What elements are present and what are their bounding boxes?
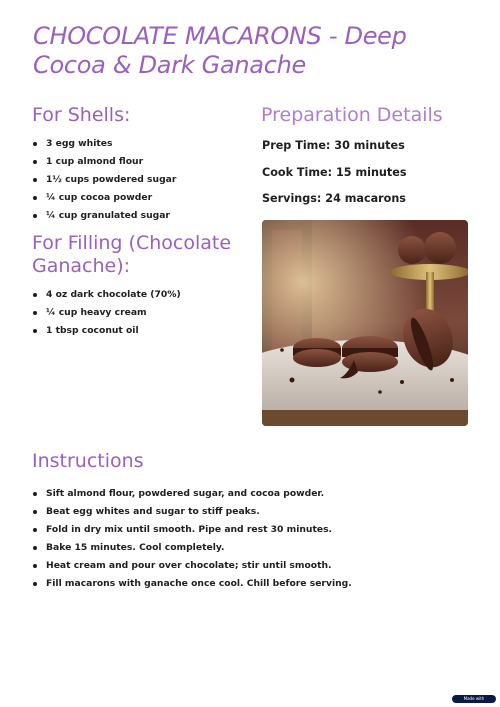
shells-heading: For Shells: — [32, 104, 131, 126]
list-item: 1 cup almond flour — [33, 153, 243, 171]
preparation-heading: Preparation Details — [261, 104, 443, 126]
list-item: Sift almond flour, powdered sugar, and cocoa powder. — [33, 485, 473, 503]
made-with-badge[interactable] — [452, 695, 496, 703]
page-title: CHOCOLATE MACARONS - Deep Cocoa & Dark Ganache — [33, 22, 407, 79]
list-item: Beat egg whites and sugar to stiff peaks. — [33, 503, 473, 521]
list-item: Heat cream and pour over chocolate; stir until smooth. — [33, 557, 473, 575]
badge-label: Made with — [463, 696, 485, 701]
list-item: 1½ cups powdered sugar — [33, 171, 243, 189]
list-item: ¼ cup heavy cream — [33, 304, 243, 322]
instructions-heading: Instructions — [32, 450, 144, 472]
list-item: 3 egg whites — [33, 135, 243, 153]
list-item: Fold in dry mix until smooth. Pipe and rest 30 minutes. — [33, 521, 473, 539]
list-item: 4 oz dark chocolate (70%) — [33, 286, 243, 304]
cook-time: Cook Time: 15 minutes — [262, 166, 407, 179]
filling-heading: For Filling (Chocolate Ganache): — [32, 232, 232, 277]
filling-ingredient-list — [33, 286, 243, 340]
list-item: ¼ cup cocoa powder — [33, 189, 243, 207]
prep-time: Prep Time: 30 minutes — [262, 139, 405, 152]
macarons-photo — [262, 220, 468, 426]
list-item: 1 tbsp coconut oil — [33, 322, 243, 340]
shells-ingredient-list — [33, 135, 243, 225]
instructions-list — [33, 485, 473, 593]
servings: Servings: 24 macarons — [262, 192, 406, 205]
list-item: Bake 15 minutes. Cool completely. — [33, 539, 473, 557]
list-item: Fill macarons with ganache once cool. Chill before serving. — [33, 575, 473, 593]
list-item: ¼ cup granulated sugar — [33, 207, 243, 225]
